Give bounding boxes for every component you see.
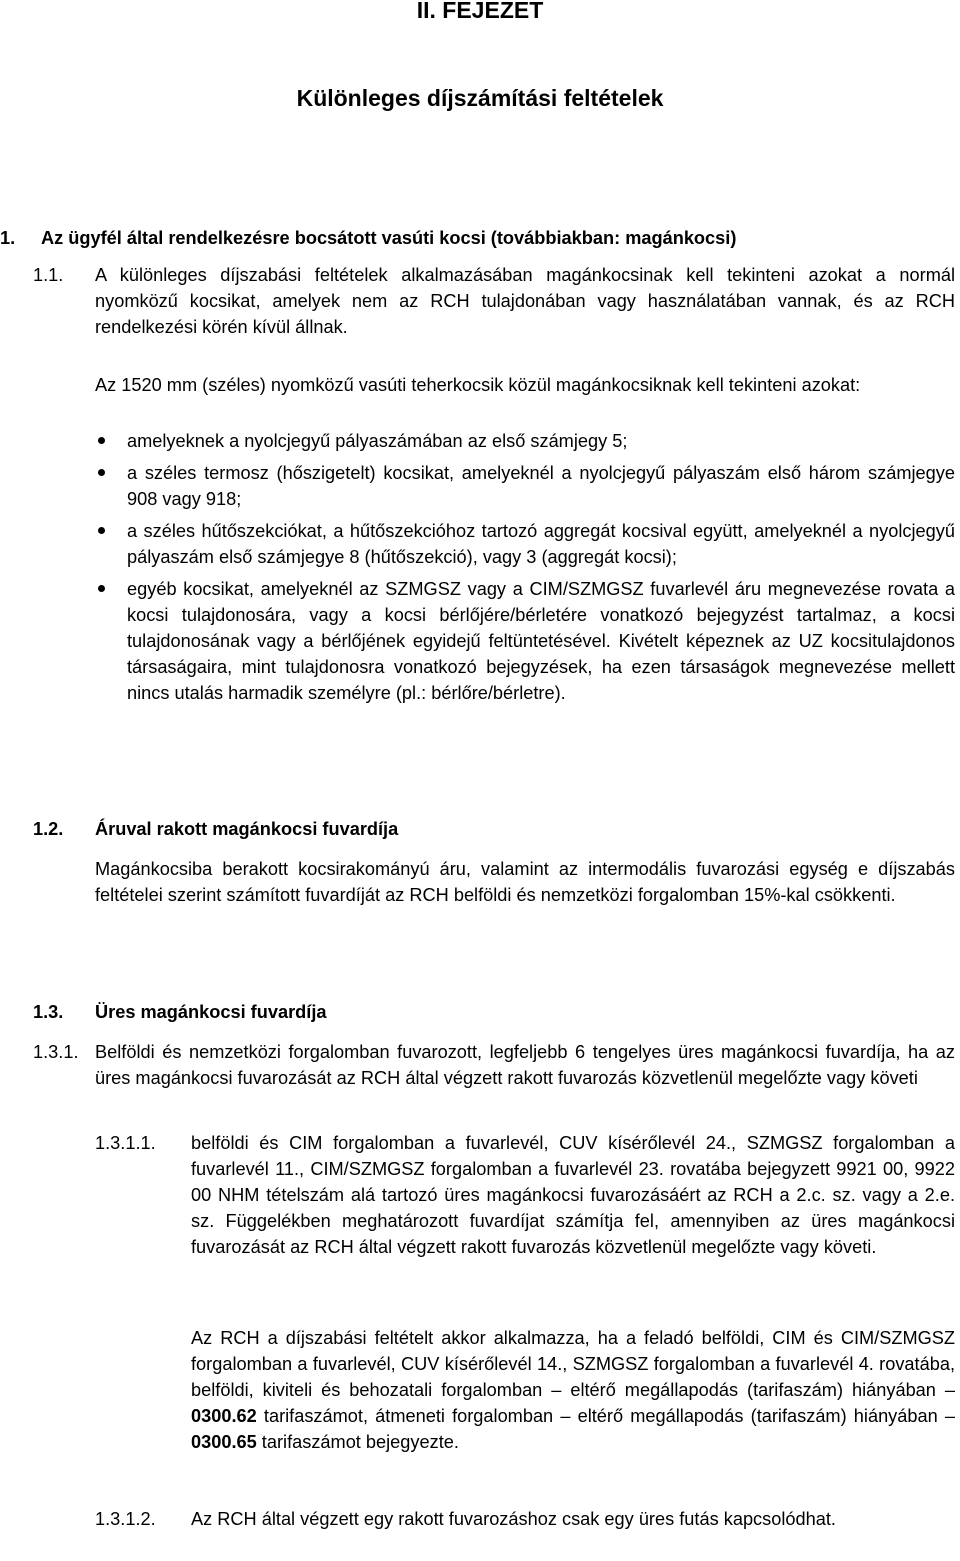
section-1-3-1-1-number: 1.3.1.1. <box>95 1133 156 1153</box>
list-item-text: a széles termosz (hőszigetelt) kocsikat, amelyeknél a nyolcjegyű pályaszám első három számjegye 908 vagy 918; <box>127 463 955 509</box>
list-item <box>127 518 955 570</box>
chapter-heading: II. FEJEZET <box>416 0 544 23</box>
bullet-icon <box>98 527 105 534</box>
list-item-text: egyéb kocsikat, amelyeknél az SZMGSZ vagy a CIM/SZMGSZ fuvarlevél áru megnevezése rovata a kocsi tulajdonosára, vagy a kocsi bérlőjére/bérletére vonatkozó bejegyzést tartalmaz, a kocsi tulajdonosának vagy a bérlőjének egyidejű feltüntetésével. Kivételt képeznek az UZ kocsitulajdonos társaságaira, mint tulajdonosra vonatkozó bejegyzések, ha ezen társaságok megnevezése mellett nincs utalás harmadik személyre (pl.: bérlőre/bérletre). <box>127 579 955 703</box>
paragraph-text: tarifaszámot, átmeneti forgalomban – eltérő megállapodás (tarifaszám) hiányában – <box>256 1406 955 1426</box>
section-1-3-1-number: 1.3.1. <box>33 1042 79 1062</box>
section-1-3-1-1-paragraph: belföldi és CIM forgalomban a fuvarlevél, CUV kísérőlevél 24., SZMGSZ forgalomban a fuvarlevél 11., CIM/SZMGSZ forgalomban a fuvarlevél 23. rovatába bejegyzett 9921 00, 9922 00 NHM tételszám alá tartozó üres magánkocsi fuvarozásáért az RCH a 2.c. sz. vagy a 2.e. sz. Függelékben meghatározott fuvardíjat számítja fel, amennyiben az üres magánkocsi fuvarozását az RCH által végzett rakott fuvarozás közvetlenül megelőzte vagy követi. <box>191 1133 955 1257</box>
section-1-3-1-2-number: 1.3.1.2. <box>95 1509 156 1529</box>
tariff-code: 0300.62 <box>191 1406 257 1426</box>
section-1-1-paragraph: A különleges díjszabási feltételek alkalmazásában magánkocsinak kell tekinteni azokat a normál nyomközű kocsikat, amelyek nem az RCH tulajdonában vagy használatában vannak, és az RCH rendelkezési körén kívül állnak. <box>95 265 955 337</box>
section-1-2-paragraph: Magánkocsiba berakott kocsirakományú áru, valamint az intermodális fuvarozási egység e díjszabás feltételei szerint számított fuvardíját az RCH belföldi és nemzetközi forgalomban 15%-kal csökkenti. <box>95 859 955 905</box>
wagon-criteria-list <box>127 428 955 706</box>
paragraph-text: Az RCH a díjszabási feltételt akkor alkalmazza, ha a feladó belföldi, CIM és CIM/SZMGSZ forgalomban a fuvarlevél, CUV kísérőlevél 14., SZMGSZ forgalomban a fuvarlevél 4. rovatába, belföldi, kiviteli és behozatali forgalomban – eltérő megállapodás (tarifaszám) hiányában – <box>191 1328 955 1400</box>
tariff-code: 0300.65 <box>191 1432 257 1452</box>
section-1-number: 1. <box>0 228 16 248</box>
bullet-icon <box>98 585 105 592</box>
section-1-3-1-paragraph: Belföldi és nemzetközi forgalomban fuvarozott, legfeljebb 6 tengelyes üres magánkocsi fuvardíja, ha az üres magánkocsi fuvarozását az RCH által végzett rakott fuvarozás közvetlenül megelőzte vagy követi <box>95 1042 955 1088</box>
list-item <box>127 576 955 706</box>
bullet-icon <box>98 469 105 476</box>
section-1-1-intro: Az 1520 mm (széles) nyomközű vasúti teherkocsik közül magánkocsiknak kell tekinteni azokat: <box>95 375 861 395</box>
section-1-3-heading: Üres magánkocsi fuvardíja <box>95 1002 327 1022</box>
list-item <box>127 460 955 512</box>
bullet-icon <box>98 437 105 444</box>
page-title: Különleges díjszámítási feltételek <box>296 85 664 111</box>
section-1-1-number: 1.1. <box>33 265 64 285</box>
section-1-2-heading: Áruval rakott magánkocsi fuvardíja <box>95 819 399 839</box>
paragraph-text: tarifaszámot bejegyezte. <box>256 1432 459 1452</box>
section-1-3-1-2-paragraph: Az RCH által végzett egy rakott fuvarozáshoz csak egy üres futás kapcsolódhat. <box>191 1509 836 1529</box>
list-item <box>127 428 955 454</box>
section-1-3-number: 1.3. <box>33 1002 64 1022</box>
list-item-text: a széles hűtőszekciókat, a hűtőszekcióhoz tartozó aggregát kocsival együtt, amelyeknél a nyolcjegyű pályaszám első számjegye 8 (hűtőszekció), vagy 3 (aggregát kocsi); <box>127 521 955 567</box>
list-item-text: amelyeknek a nyolcjegyű pályaszámában az első számjegy 5; <box>127 431 628 451</box>
section-1-heading: Az ügyfél által rendelkezésre bocsátott vasúti kocsi (továbbiakban: magánkocsi) <box>41 228 737 248</box>
section-1-3-1-1-paragraph-2 <box>191 1325 955 1455</box>
section-1-2-number: 1.2. <box>33 819 64 839</box>
